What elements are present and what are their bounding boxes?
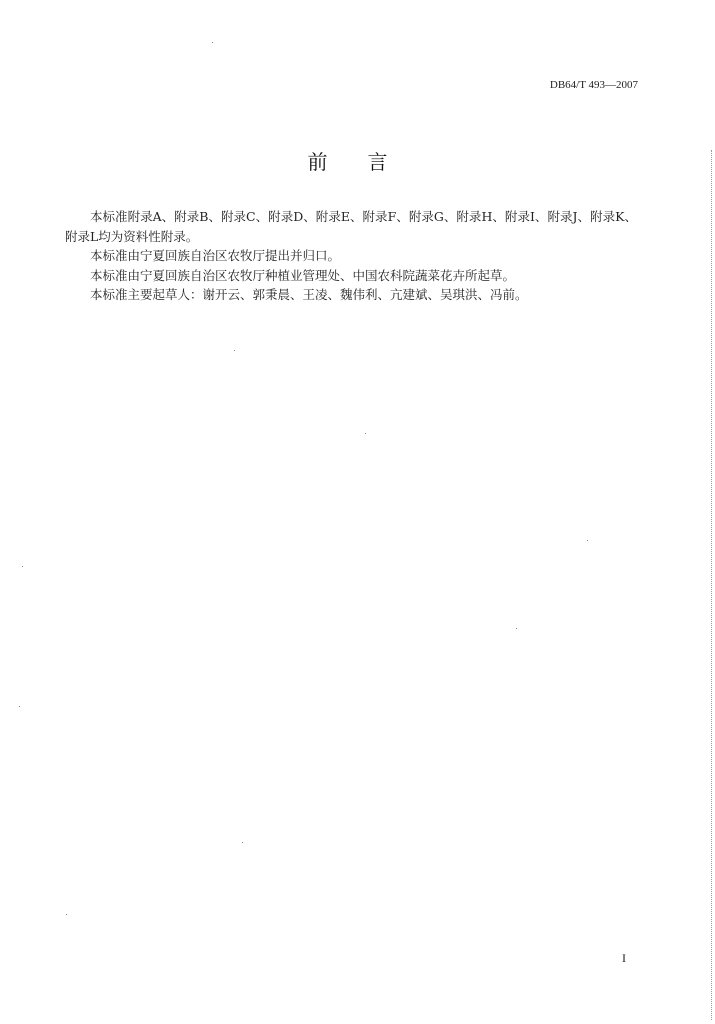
scan-speck [234,350,235,351]
foreword-body [65,207,637,305]
scan-speck [66,914,67,915]
scan-speck [212,42,213,43]
section-title: 前言 [307,150,428,174]
scan-speck [587,540,588,541]
paragraph-drafting-unit: 本标准由宁夏回族自治区农牧厅种植业管理处、中国农科院蔬菜花卉所起草。 [90,267,516,283]
scan-edge-line [710,150,712,1020]
scan-speck [22,566,23,567]
paragraph-drafters: 本标准主要起草人：谢开云、郭秉晨、王凌、魏伟利、亢建斌、吴琪洪、冯前。 [90,287,528,302]
page-number: I [622,951,626,965]
scan-speck [365,433,366,434]
paragraph-proposer: 本标准由宁夏回族自治区农牧厅提出并归口。 [90,248,341,263]
scan-speck [516,628,517,629]
scan-speck [19,706,20,707]
scan-speck [242,842,243,843]
standard-code: DB64/T 493—2007 [549,79,638,91]
paragraph-appendices: 本标准附录A、附录B、附录C、附录D、附录E、附录F、附录G、附录H、附录I、附录J、附录K、附录L均为资料性附录。 [65,209,637,244]
